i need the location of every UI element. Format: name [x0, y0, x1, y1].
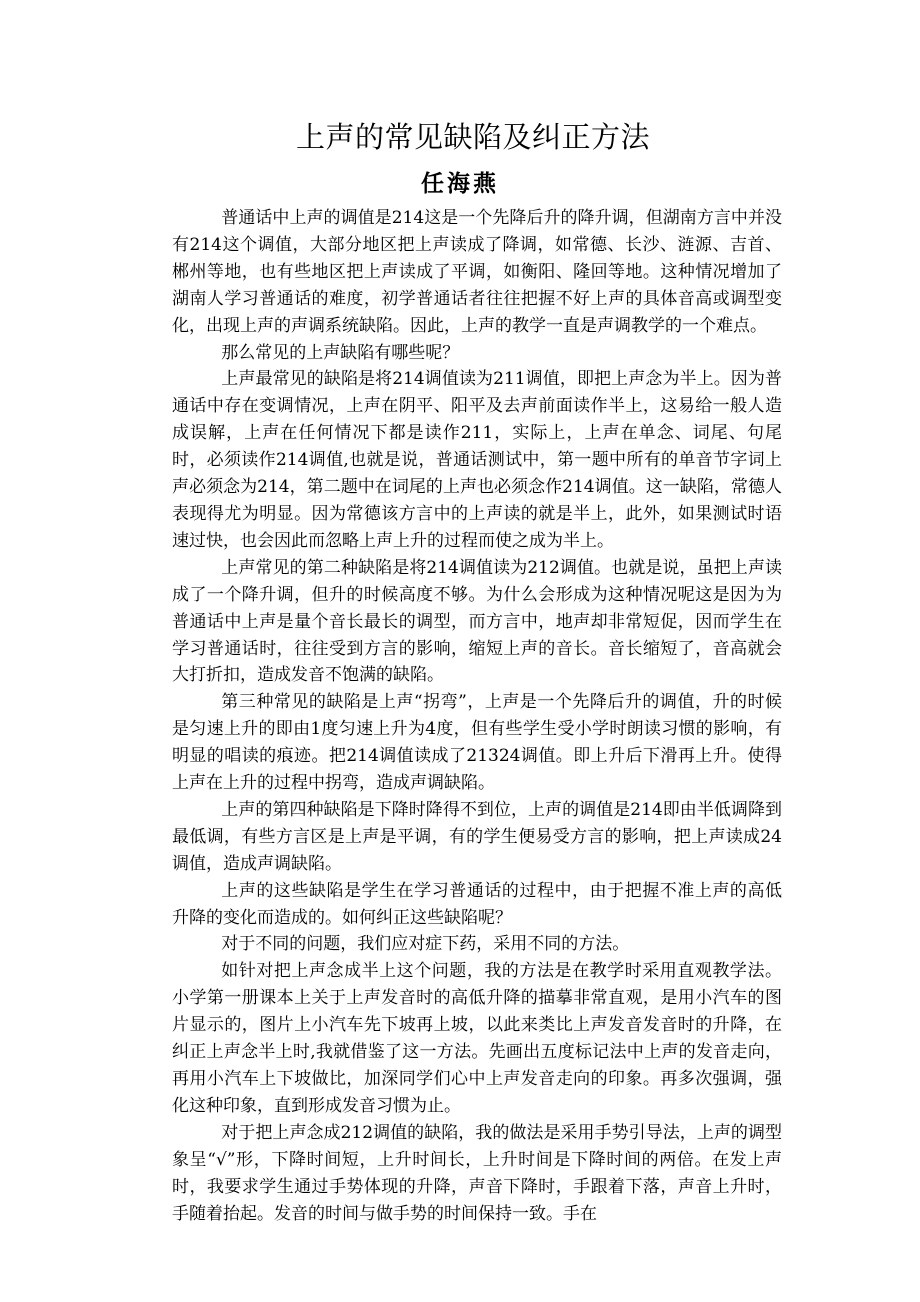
paragraph-3: 上声最常见的缺陷是将214调值读为211调值，即把上声念为半上。因为普通话中存在变调情况，上声在阴平、阳平及去声前面读作半上，这易给一般人造成误解，上声在任何情况下都是读作211，实际上，上声在单念、词尾、句尾时，必须读作214调值,也就是说，普通话测试中，第一题中所有的单音节字词上声必须念为214，第二题中在词尾的上声也必须念作214调值。这一缺陷，常德人表现得尤为明显。因为常德该方言中的上声读的就是半上，此外，如果测试时语速过快，也会因此而忽略上声上升的过程而使之成为半上。: [172, 369, 782, 551]
paragraph-5: 第三种常见的缺陷是上声“拐弯”，上声是一个先降后升的调值，升的时候是匀速上升的即由1度匀速上升为4度，但有些学生受小学时朗读习惯的影响，有明显的唱读的痕迹。把214调值读成了21324调值。即上升后下滑再上升。使得上声在上升的过程中拐弯，造成声调缺陷。: [172, 692, 782, 794]
paragraph-7: 上声的这些缺陷是学生在学习普通话的过程中，由于把握不准上声的高低升降的变化而造成的。如何纠正这些缺陷呢？: [172, 880, 782, 928]
paragraph-1: 普通话中上声的调值是214这是一个先降后升的降升调，但湖南方言中并没有214这个调值，大部分地区把上声读成了降调，如常德、长沙、涟源、吉首、郴州等地，也有些地区把上声读成了平调，如衡阳、隆回等地。这种情况增加了湖南人学习普通话的难度，初学普通话者往往把握不好上声的具体音高或调型变化，出现上声的声调系统缺陷。因此，上声的教学一直是声调教学的一个难点。: [172, 208, 782, 336]
document-body: [172, 205, 782, 1227]
paragraph-2: 那么常见的上声缺陷有哪些呢？: [221, 342, 460, 363]
paragraph-9: 如针对把上声念成半上这个问题，我的方法是在教学时采用直观教学法。小学第一册课本上关于上声发音时的高低升降的描摹非常直观，是用小汽车的图片显示的，图片上小汽车先下坡再上坡，以此来类比上声发音发音时的升降，在纠正上声念半上时,我就借鉴了这一方法。先画出五度标记法中上声的发音走向，再用小汽车上下坡做比，加深同学们心中上声发音走向的印象。再多次强调，强化这种印象，直到形成发音习惯为止。: [172, 961, 782, 1116]
paragraph-4: 上声常见的第二种缺陷是将214调值读为212调值。也就是说，虽把上声读成了一个降升调，但升的时候高度不够。为什么会形成为这种情况呢这是因为为普通话中上声是量个音长最长的调型，而方言中，地声却非常短促，因而学生在学习普通话时，往往受到方言的影响，缩短上声的音长。音长缩短了，音高就会大打折扣，造成发音不饱满的缺陷。: [172, 557, 782, 686]
document-title: 上声的常见缺陷及纠正方法: [295, 120, 650, 154]
author-name: 任海燕: [421, 170, 499, 197]
paragraph-6: 上声的第四种缺陷是下降时降得不到位，上声的调值是214即由半低调降到最低调，有些方言区是上声是平调，有的学生便易受方言的影响，把上声读成24调值，造成声调缺陷。: [172, 799, 782, 874]
paragraph-10: 对于把上声念成212调值的缺陷，我的做法是采用手势引导法，上声的调型象呈“√”形，下降时间短，上升时间长，上升时间是下降时间的两倍。在发上声时，我要求学生通过手势体现的升降，声音下降时，手跟着下落，声音上升时，手随着抬起。发音的时间与做手势的时间保持一致。手在: [172, 1122, 782, 1224]
paragraph-8: 对于不同的问题，我们应对症下药，采用不同的方法。: [221, 934, 630, 955]
